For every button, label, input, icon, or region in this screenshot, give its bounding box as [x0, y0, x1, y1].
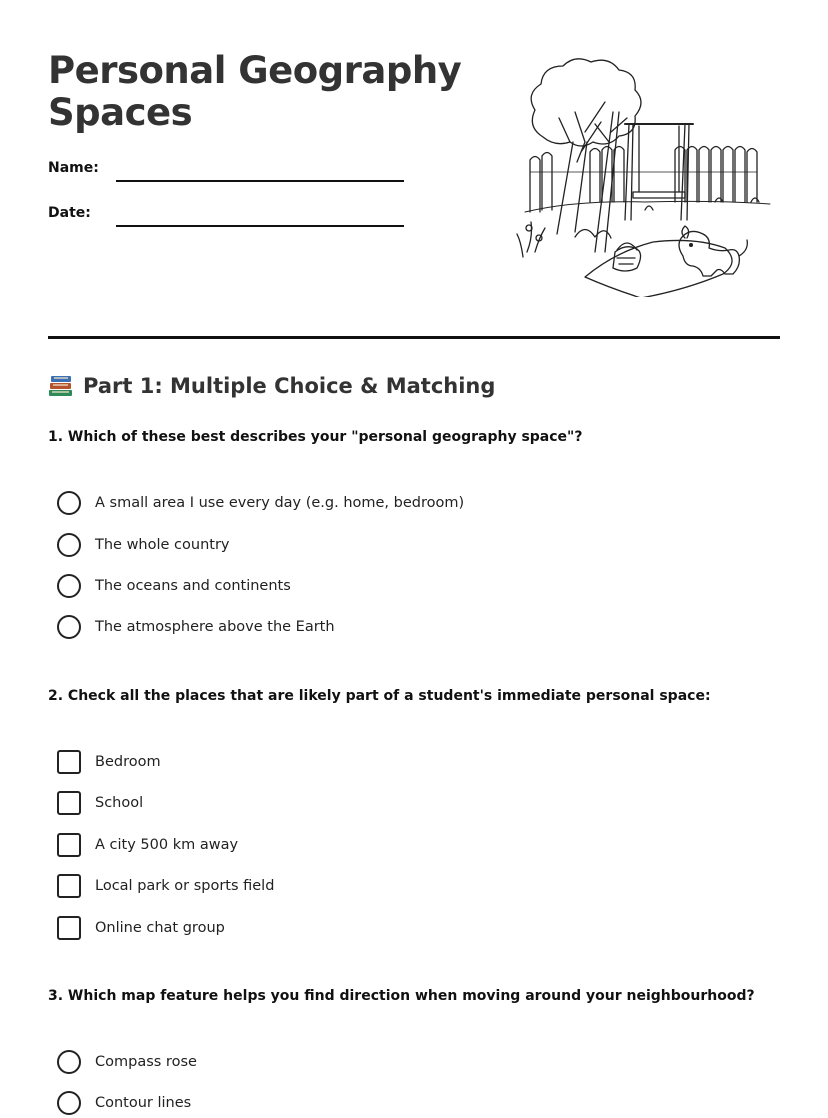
- q3-option-1[interactable]: [57, 1049, 197, 1075]
- title-line-2: Spaces: [48, 91, 193, 134]
- option-label: Bedroom: [95, 754, 161, 770]
- worksheet-title: [48, 50, 461, 134]
- q2-option-3[interactable]: [57, 832, 238, 858]
- radio-button[interactable]: [57, 1091, 81, 1115]
- option-label: Online chat group: [95, 920, 225, 936]
- q1-option-1[interactable]: [57, 490, 464, 516]
- option-label: The atmosphere above the Earth: [95, 619, 335, 635]
- fence-icon: [525, 147, 770, 213]
- question-3: 3. Which map feature helps you find direction when moving around your neighbourhood?: [48, 988, 755, 1004]
- section-divider: [48, 336, 780, 339]
- q2-option-2[interactable]: [57, 790, 143, 816]
- question-1: 1. Which of these best describes your "personal geography space"?: [48, 429, 583, 445]
- checkbox[interactable]: [57, 750, 81, 774]
- question-2: 2. Check all the places that are likely part of a student's immediate personal space:: [48, 688, 711, 704]
- part1-heading: [48, 374, 495, 398]
- q2-option-4[interactable]: [57, 873, 274, 899]
- option-label: Compass rose: [95, 1054, 197, 1070]
- option-label: A small area I use every day (e.g. home, bedroom): [95, 495, 465, 511]
- name-field-line[interactable]: [116, 180, 404, 182]
- q2-option-5[interactable]: [57, 915, 225, 941]
- radio-button[interactable]: [57, 1050, 81, 1074]
- checkbox[interactable]: [57, 916, 81, 940]
- backyard-illustration: [515, 52, 777, 297]
- option-label: The oceans and continents: [95, 578, 291, 594]
- date-field-line[interactable]: [116, 225, 404, 227]
- radio-button[interactable]: [57, 533, 81, 557]
- option-label: Local park or sports field: [95, 878, 275, 894]
- name-label: Name:: [48, 160, 99, 176]
- radio-button[interactable]: [57, 615, 81, 639]
- checkbox[interactable]: [57, 874, 81, 898]
- checkbox[interactable]: [57, 833, 81, 857]
- q3-option-2[interactable]: [57, 1090, 191, 1116]
- q1-option-2[interactable]: [57, 532, 230, 558]
- q1-option-4[interactable]: [57, 614, 335, 640]
- date-label: Date:: [48, 205, 91, 221]
- q2-option-1[interactable]: [57, 749, 161, 775]
- option-label: A city 500 km away: [95, 837, 239, 853]
- option-label: School: [95, 795, 144, 811]
- radio-button[interactable]: [57, 574, 81, 598]
- part1-heading-text: Part 1: Multiple Choice & Matching: [83, 374, 496, 398]
- radio-button[interactable]: [57, 491, 81, 515]
- checkbox[interactable]: [57, 791, 81, 815]
- dog-icon: [679, 226, 747, 276]
- title-line-1: Personal Geography: [48, 49, 462, 92]
- option-label: The whole country: [95, 537, 230, 553]
- q1-option-3[interactable]: [57, 573, 291, 599]
- option-label: Contour lines: [95, 1095, 192, 1111]
- books-icon: [48, 374, 74, 398]
